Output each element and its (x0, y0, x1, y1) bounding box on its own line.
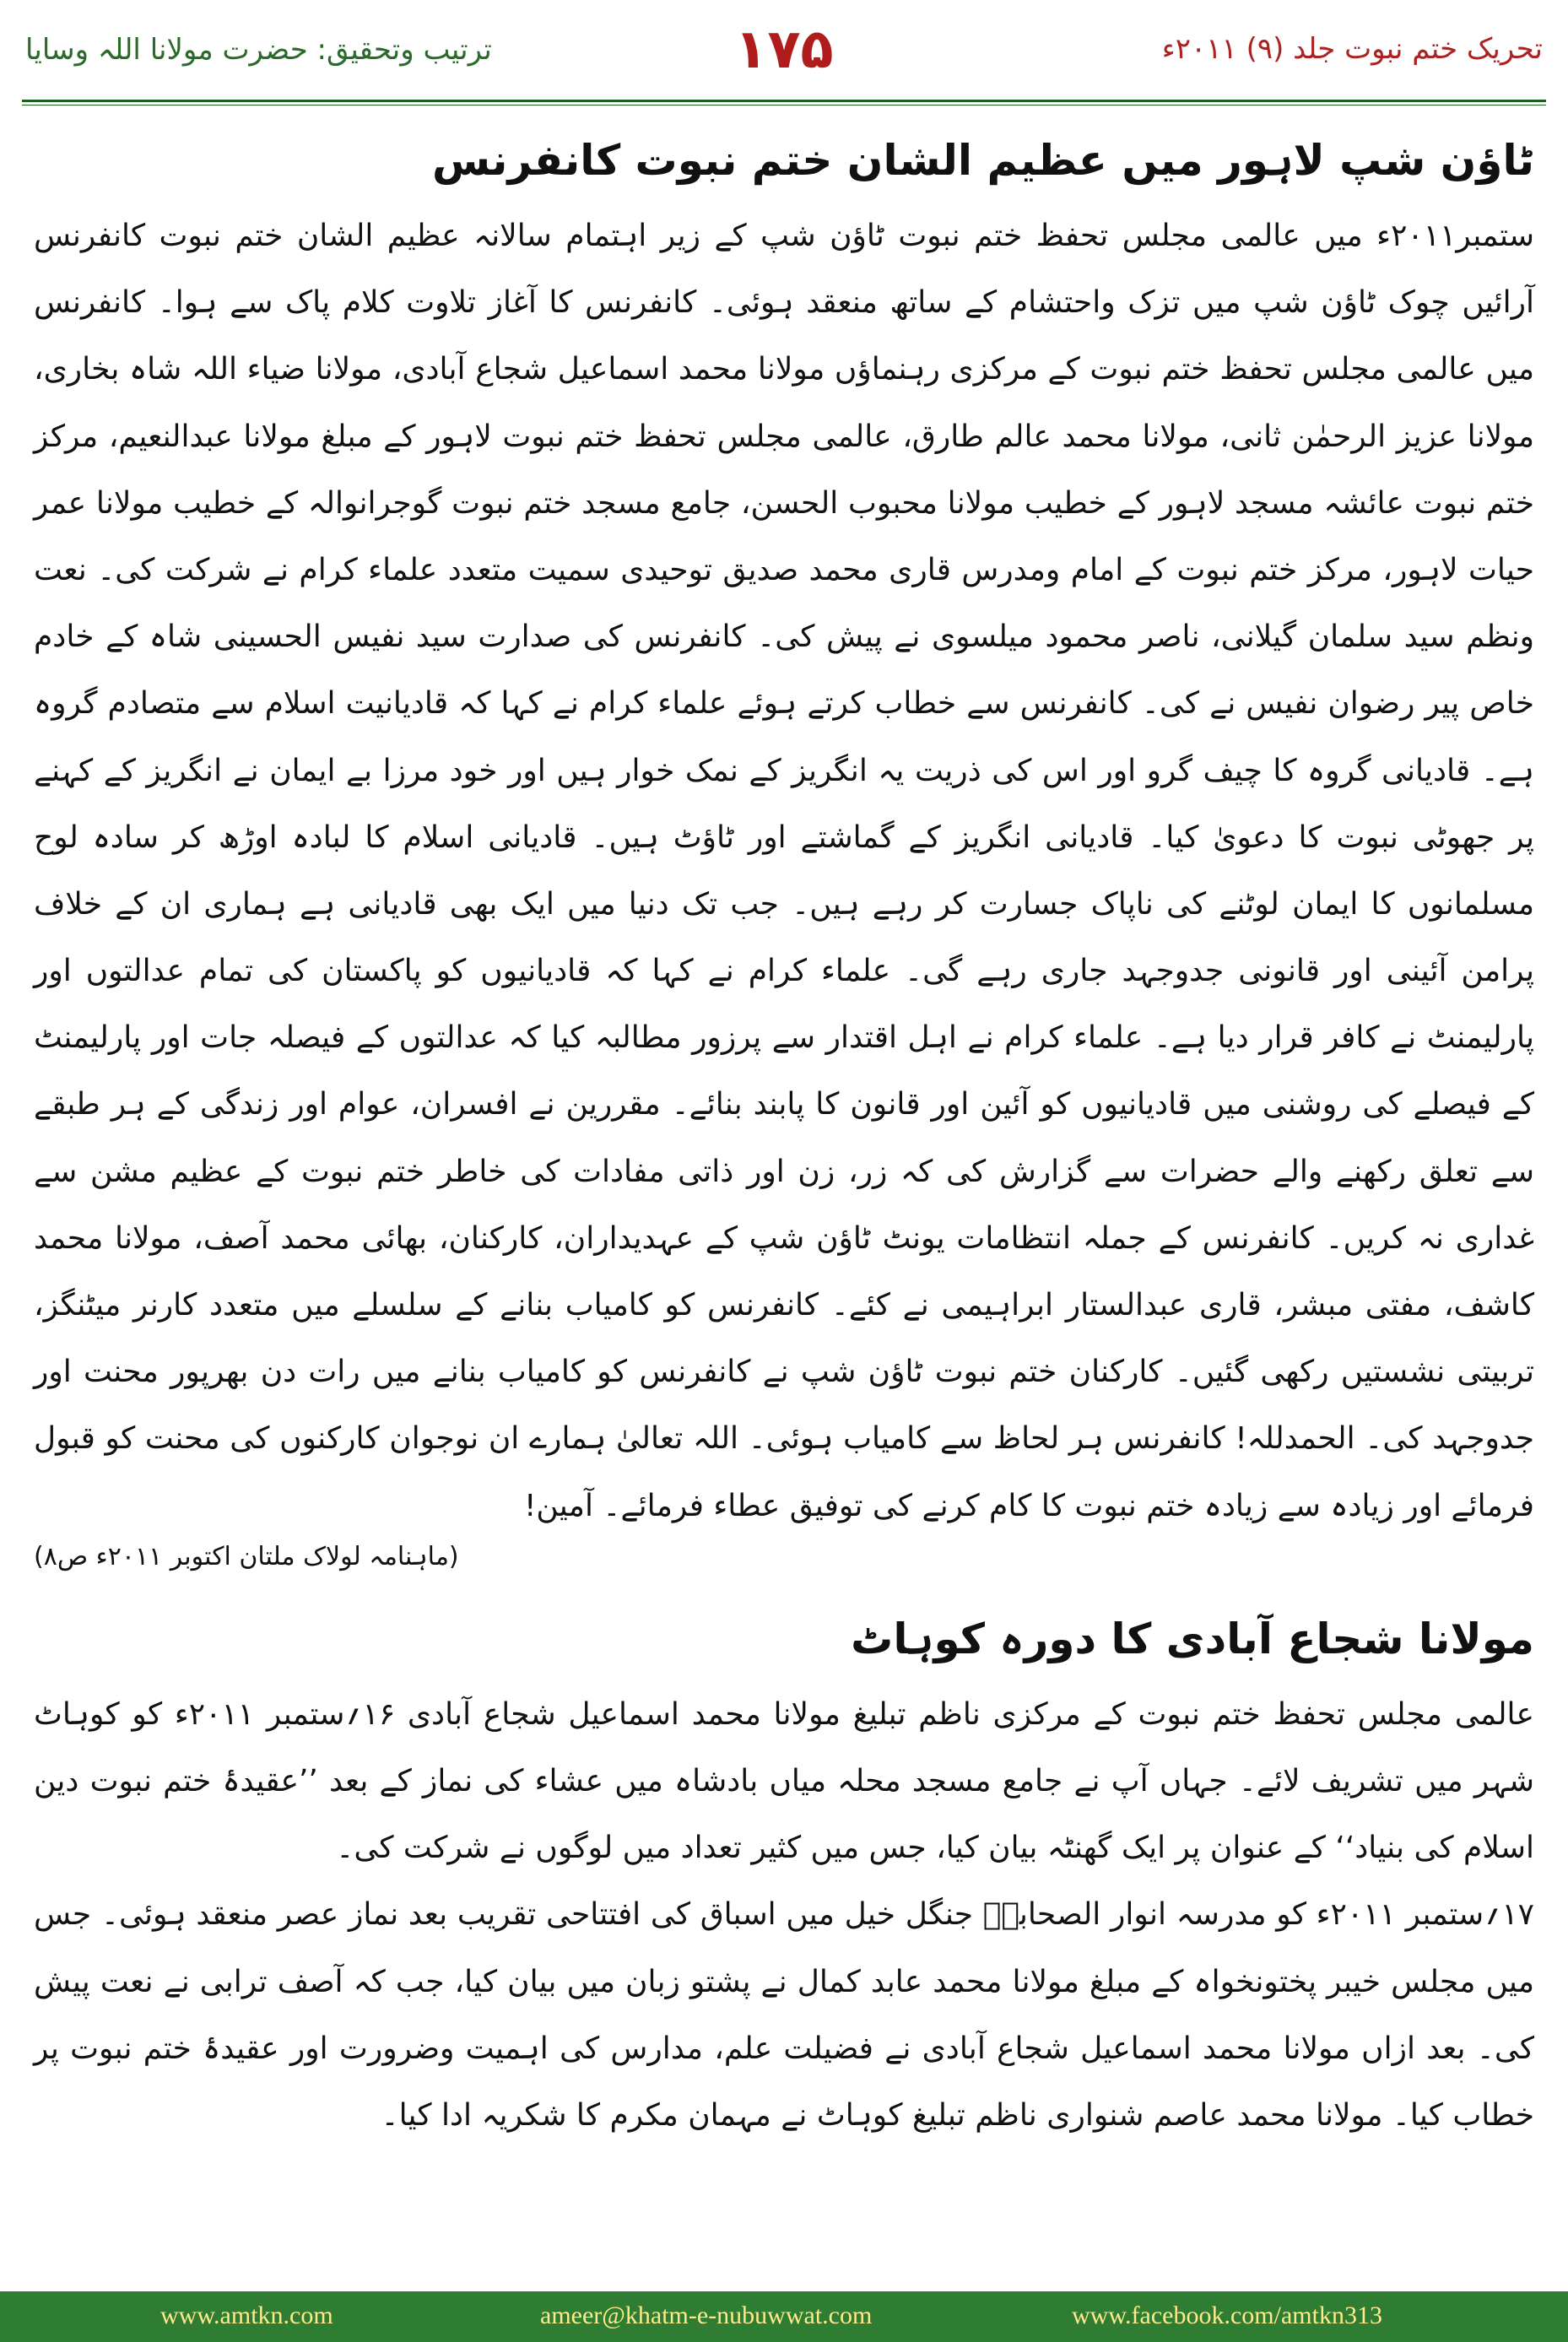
article2-paragraph-1: عالمی مجلس تحفظ ختم نبوت کے مرکزی ناظم تبلیغ مولانا محمد اسماعیل شجاع آبادی ۱۶؍ستمبر ۲۰۱۱ء کو کوہاٹ شہر میں تشریف لائے۔ جہاں آپ نے جامع مسجد محلہ میاں بادشاہ میں عشاء کی نماز کے بعد ’’عقیدۂ ختم نبوت دین اسلام کی بنیاد‘‘ کے عنوان پر ایک گھنٹہ بیان کیا، جس میں کثیر تعداد میں لوگوں نے شرکت کی۔ (34, 1696, 1534, 1866)
compiler-credit: ترتیب وتحقیق: حضرت مولانا اللہ وسایا (25, 33, 492, 67)
page-content (34, 127, 1534, 2149)
website-link[interactable]: www.amtkn.com (160, 2301, 333, 2329)
article1-text: ستمبر۲۰۱۱ء میں عالمی مجلس تحفظ ختم نبوت ٹاؤن شپ کے زیر اہتمام سالانہ عظیم الشان ختم نبوت کانفرنس آرائیں چوک ٹاؤن شپ میں تزک واحتشام کے ساتھ منعقد ہوئی۔ کانفرنس کا آغاز تلاوت کلام پاک سے ہوا۔ کانفرنس میں عالمی مجلس تحفظ ختم نبوت کے مرکزی رہنماؤں مولانا محمد اسماعیل شجاع آبادی، مولانا ضیاء اللہ شاہ بخاری، مولانا عزیز الرحمٰن ثانی، مولانا محمد عالم طارق، عالمی مجلس تحفظ ختم نبوت لاہور کے مبلغ مولانا عبدالنعیم، مرکز ختم نبوت عائشہ مسجد لاہور کے خطیب مولانا محبوب الحسن، جامع مسجد ختم نبوت گوجرانوالہ کے خطیب مولانا عمر حیات لاہور، مرکز ختم نبوت کے امام ومدرس قاری محمد صدیق توحیدی سمیت متعدد علماء کرام نے شرکت کی۔ نعت ونظم سید سلمان گیلانی، ناصر محمود میلسوی نے پیش کی۔ کانفرنس کی صدارت سید نفیس الحسینی شاہ کے خادم خاص پیر رضوان نفیس نے کی۔ کانفرنس سے خطاب کرتے ہوئے علماء کرام نے کہا کہ قادیانیت اسلام سے متصادم گروہ ہے۔ قادیانی گروہ کا چیف گرو اور اس کی ذریت یہ انگریز کے نمک خوار ہیں اور خود مرزا بے ایمان نے انگریز کے کہنے پر جھوٹی نبوت کا دعویٰ کیا۔ قادیانی انگریز کے گماشتے اور ٹاؤٹ ہیں۔ قادیانی اسلام کا لبادہ اوڑھ کر سادہ لوح مسلمانوں کا ایمان لوٹنے کی ناپاک جسارت کر رہے ہیں۔ جب تک دنیا میں ایک بھی قادیانی ہے ہماری ان کے خلاف پرامن آئینی اور قانونی جدوجہد جاری رہے گی۔ علماء کرام نے کہا کہ قادیانیوں کو پاکستان کی تمام عدالتوں اور پارلیمنٹ نے کافر قرار دیا ہے۔ علماء کرام نے اہل اقتدار سے پرزور مطالبہ کیا کہ عدالتوں کے فیصلہ جات اور پارلیمنٹ کے فیصلے کی روشنی میں قادیانیوں کو آئین اور قانون کا پابند بنائے۔ مقررین نے افسران، عوام اور زندگی کے ہر طبقے سے تعلق رکھنے والے حضرات سے گزارش کی کہ زر، زن اور ذاتی مفادات کی خاطر ختم نبوت کے عظیم مشن سے غداری نہ کریں۔ کانفرنس کے جملہ انتظامات یونٹ ٹاؤن شپ کے عہدیداران، کارکنان، بھائی محمد آصف، مولانا محمد کاشف، مفتی مبشر، قاری عبدالستار ابراہیمی نے کئے۔ کانفرنس کو کامیاب بنانے کے سلسلے میں متعدد کارنر میٹنگز، تربیتی نشستیں رکھی گئیں۔ کارکنان ختم نبوت ٹاؤن شپ نے کانفرنس کو کامیاب بنانے میں رات دن بھرپور محنت اور جدوجہد کی۔ الحمدللہ! کانفرنس ہر لحاظ سے کامیاب ہوئی۔ اللہ تعالیٰ ہمارے ان نوجوان کارکنوں کی محنت کو قبول فرمائے اور زیادہ سے زیادہ ختم نبوت کا کام کرنے کی توفیق عطاء فرمائے۔ (34, 219, 1534, 1523)
article2-title: مولانا شجاع آبادی کا دورہ کوہاٹ (851, 1614, 1534, 1663)
book-title: تحریک ختم نبوت جلد (۹) ۲۰۱۱ء (1161, 32, 1543, 66)
page-footer (0, 2291, 1568, 2342)
email-link[interactable]: ameer@khatm-e-nubuwwat.com (540, 2301, 873, 2329)
article1-title: ٹاؤن شپ لاہور میں عظیم الشان ختم نبوت کانفرنس (431, 136, 1534, 185)
page-header (0, 0, 1568, 93)
facebook-link[interactable]: www.facebook.com/amtkn313 (1072, 2301, 1382, 2329)
article2 (34, 1605, 1534, 2149)
article2-paragraph-2: ۱۷؍ستمبر ۲۰۱۱ء کو مدرسہ انوار الصحابہؓ جنگل خیل میں اسباق کی افتتاحی تقریب بعد نماز عصر منعقد ہوئی۔ جس میں مجلس خیبر پختونخواہ کے مبلغ مولانا محمد عابد کمال نے پشتو زبان میں بیان کیا، جب کہ آصف ترابی نے نعت پیش کی۔ بعد ازاں مولانا محمد اسماعیل شجاع آبادی نے فضیلت علم، مدارس کی اہمیت وضرورت اور عقیدۂ ختم نبوت پر خطاب کیا۔ مولانا محمد عاصم شنواری ناظم تبلیغ کوہاٹ نے مہمان مکرم کا شکریہ ادا کیا۔ (34, 1897, 1534, 2133)
article1-body (34, 203, 1534, 1539)
page-number: ۱۷۵ (734, 19, 834, 81)
article1-ending: آمین! (523, 1488, 593, 1523)
article1-source: (ماہنامہ لولاک ملتان اکتوبر ۲۰۱۱ء ص۸) (34, 1541, 459, 1571)
header-divider (22, 100, 1546, 102)
